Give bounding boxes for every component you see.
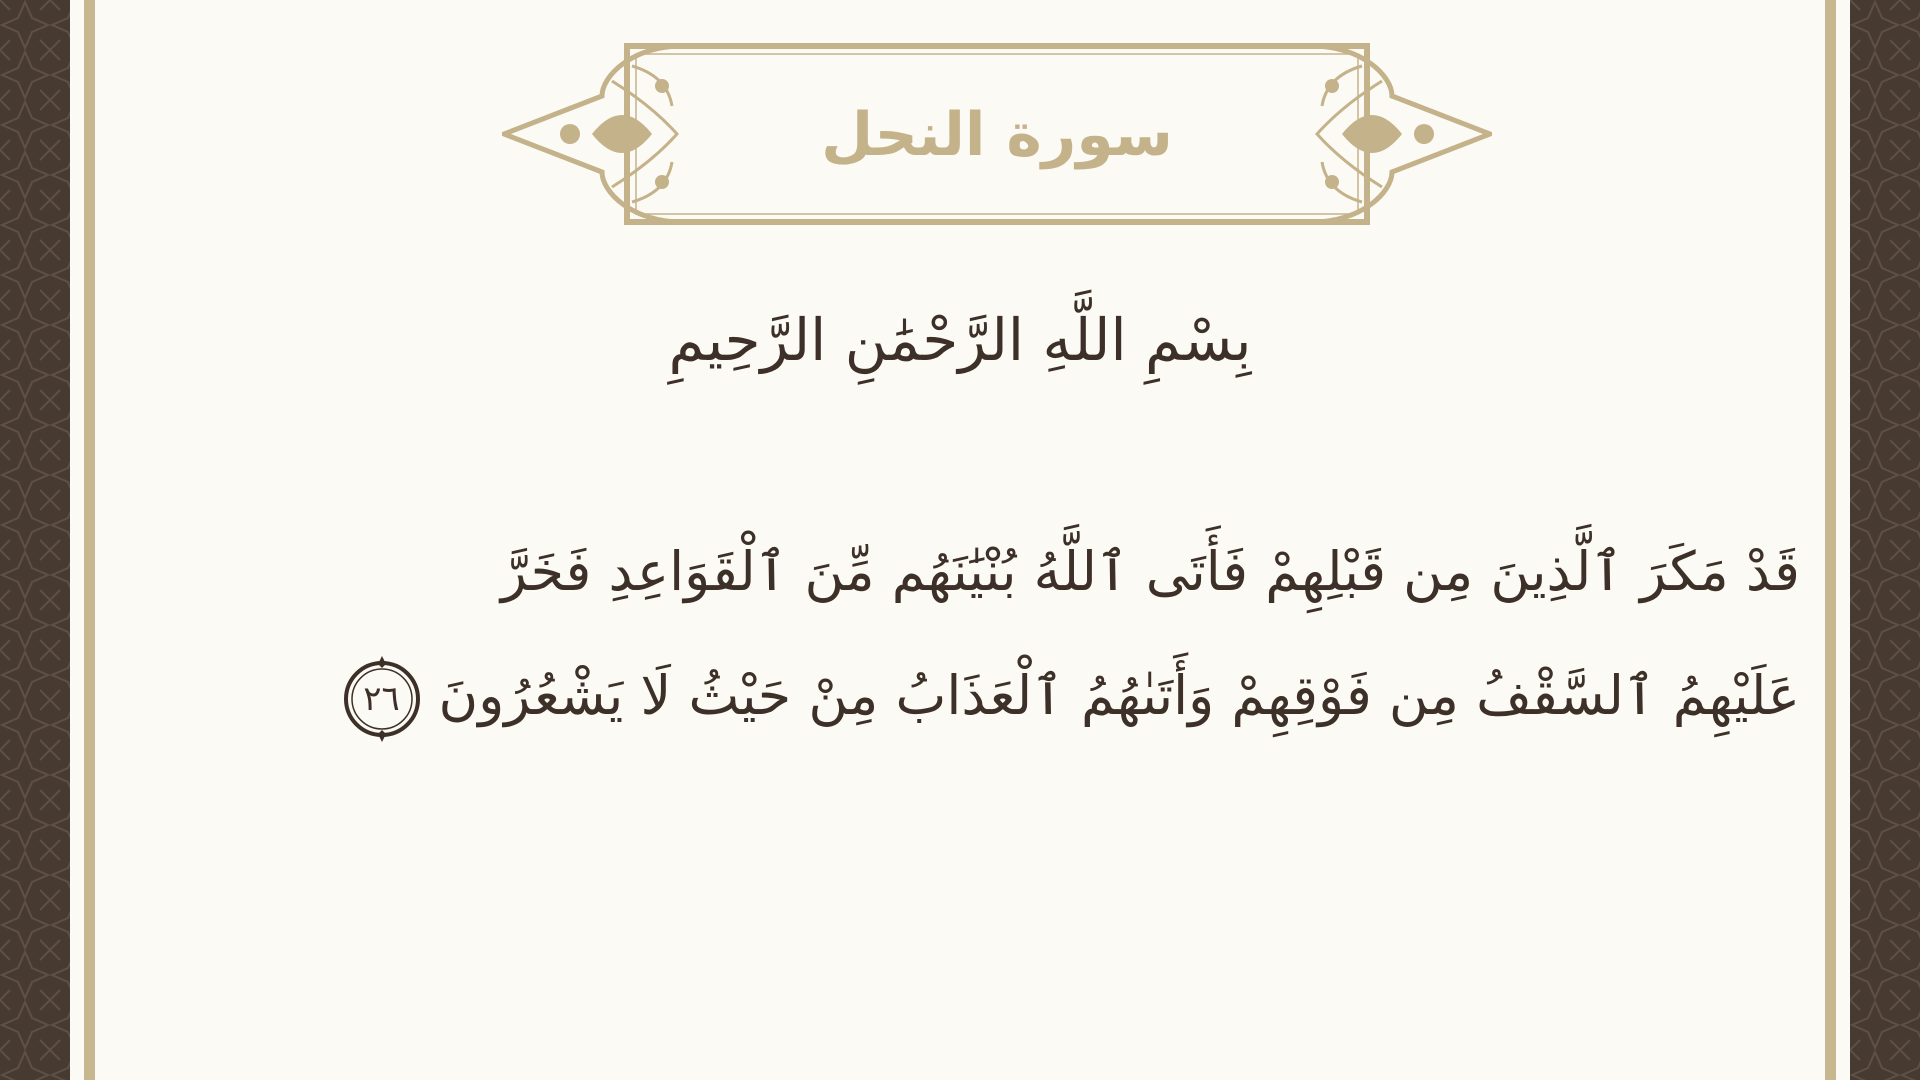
left-pattern-icon xyxy=(0,0,70,1080)
right-ornamental-border xyxy=(1850,0,1920,1080)
verse-line-2 xyxy=(260,634,1800,758)
basmala: بِسْمِ اللَّهِ الرَّحْمَٰنِ الرَّحِيمِ xyxy=(668,306,1252,374)
verse-line-2-text: عَلَيْهِمُ ٱلسَّقْفُ مِن فَوْقِهِمْ وَأَتَىٰهُمُ ٱلْعَذَابُ مِنْ حَيْثُ لَا يَشْعُرُونَ xyxy=(438,664,1800,727)
verse-line-1: قَدْ مَكَرَ ٱلَّذِينَ مِن قَبْلِهِمْ فَأَتَى ٱللَّهُ بُنْيَٰنَهُم مِّنَ ٱلْقَوَاعِدِ فَخَرَّ xyxy=(500,540,1800,603)
ayah-end-marker xyxy=(339,656,425,742)
ayah-number: ٢٦ xyxy=(363,679,400,720)
surah-header-cartouche xyxy=(502,36,1492,234)
right-pattern-icon xyxy=(1850,0,1920,1080)
left-ornamental-border xyxy=(0,0,70,1080)
surah-title: سورة النحل xyxy=(821,100,1173,170)
right-gold-rule xyxy=(1825,0,1836,1080)
page-sheet xyxy=(70,0,1850,1080)
left-gold-rule xyxy=(84,0,95,1080)
verse-text xyxy=(260,510,1800,758)
